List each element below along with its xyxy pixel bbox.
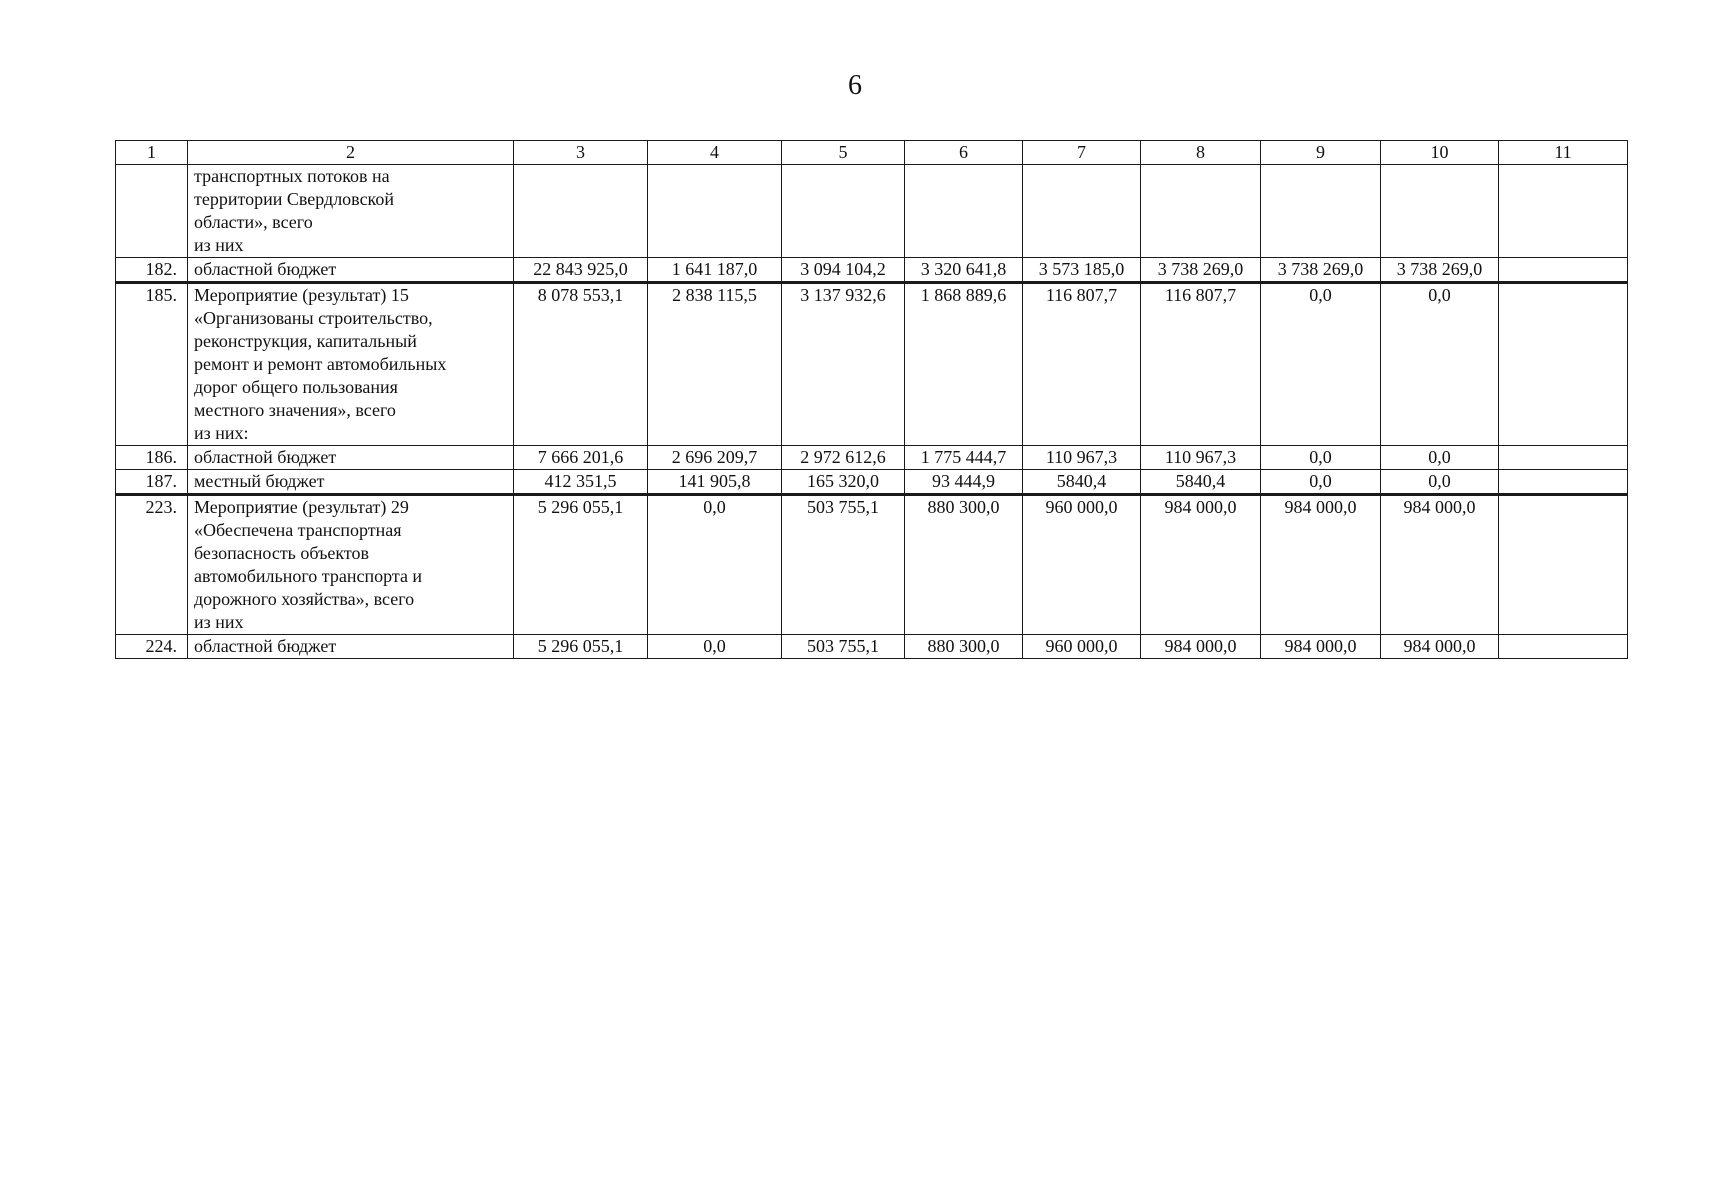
value-cell: 984 000,0 bbox=[1141, 635, 1261, 659]
value-cell: 5840,4 bbox=[1141, 470, 1261, 495]
value-cell: 3 738 269,0 bbox=[1261, 258, 1381, 283]
value-cell: 165 320,0 bbox=[782, 470, 905, 495]
row-number bbox=[116, 165, 188, 258]
column-header: 2 bbox=[188, 141, 514, 165]
value-cell: 0,0 bbox=[648, 495, 782, 635]
header-row bbox=[116, 141, 1628, 165]
value-cell bbox=[782, 165, 905, 258]
value-cell: 3 573 185,0 bbox=[1023, 258, 1141, 283]
row-name-line: Мероприятие (результат) 29 bbox=[194, 497, 409, 517]
row-name-line: транспортных потоков на bbox=[194, 166, 390, 186]
row-name-line: «Обеспечена транспортная bbox=[194, 520, 402, 540]
value-cell bbox=[514, 165, 648, 258]
row-number: 185. bbox=[116, 283, 188, 446]
column-header: 9 bbox=[1261, 141, 1381, 165]
value-cell: 0,0 bbox=[1381, 446, 1499, 470]
value-cell: 984 000,0 bbox=[1261, 495, 1381, 635]
row-name-line: территории Свердловской bbox=[194, 189, 395, 209]
value-cell: 5 296 055,1 bbox=[514, 635, 648, 659]
value-cell: 960 000,0 bbox=[1023, 635, 1141, 659]
row-name-line: дорог общего пользования bbox=[194, 377, 398, 397]
value-cell: 984 000,0 bbox=[1141, 495, 1261, 635]
row-number: 186. bbox=[116, 446, 188, 470]
value-cell: 22 843 925,0 bbox=[514, 258, 648, 283]
row-name bbox=[188, 635, 514, 659]
value-cell: 1 868 889,6 bbox=[905, 283, 1023, 446]
value-cell: 1 775 444,7 bbox=[905, 446, 1023, 470]
value-cell: 0,0 bbox=[648, 635, 782, 659]
column-header: 7 bbox=[1023, 141, 1141, 165]
column-header: 5 bbox=[782, 141, 905, 165]
value-cell: 0,0 bbox=[1261, 446, 1381, 470]
row-name-line: безопасность объектов bbox=[194, 543, 370, 563]
row-name bbox=[188, 495, 514, 635]
value-cell bbox=[1261, 165, 1381, 258]
row-name-line: областной бюджет bbox=[194, 636, 337, 656]
value-cell bbox=[1499, 165, 1628, 258]
value-cell bbox=[648, 165, 782, 258]
value-cell bbox=[1499, 495, 1628, 635]
value-cell: 93 444,9 bbox=[905, 470, 1023, 495]
table-row bbox=[116, 635, 1628, 659]
value-cell: 3 094 104,2 bbox=[782, 258, 905, 283]
value-cell: 503 755,1 bbox=[782, 495, 905, 635]
value-cell: 503 755,1 bbox=[782, 635, 905, 659]
row-name-line: из них bbox=[194, 612, 244, 632]
column-header: 10 bbox=[1381, 141, 1499, 165]
column-header: 6 bbox=[905, 141, 1023, 165]
table-row bbox=[116, 258, 1628, 283]
row-name bbox=[188, 165, 514, 258]
value-cell: 5840,4 bbox=[1023, 470, 1141, 495]
value-cell: 110 967,3 bbox=[1141, 446, 1261, 470]
budget-table bbox=[115, 140, 1628, 659]
column-header: 3 bbox=[514, 141, 648, 165]
row-name bbox=[188, 283, 514, 446]
value-cell: 0,0 bbox=[1261, 283, 1381, 446]
table-row bbox=[116, 283, 1628, 446]
value-cell bbox=[1499, 635, 1628, 659]
row-name-line: из них: bbox=[194, 423, 249, 443]
row-name-line: местный бюджет bbox=[194, 471, 325, 491]
row-name-line: автомобильного транспорта и bbox=[194, 566, 423, 586]
table-row bbox=[116, 470, 1628, 495]
row-number: 223. bbox=[116, 495, 188, 635]
value-cell: 960 000,0 bbox=[1023, 495, 1141, 635]
row-name-line: «Организованы строительство, bbox=[194, 308, 433, 328]
row-name-line: из них bbox=[194, 235, 244, 255]
value-cell: 984 000,0 bbox=[1381, 635, 1499, 659]
value-cell: 412 351,5 bbox=[514, 470, 648, 495]
value-cell bbox=[1499, 258, 1628, 283]
column-header: 4 bbox=[648, 141, 782, 165]
value-cell: 110 967,3 bbox=[1023, 446, 1141, 470]
value-cell bbox=[1023, 165, 1141, 258]
value-cell: 1 641 187,0 bbox=[648, 258, 782, 283]
row-name bbox=[188, 258, 514, 283]
column-header: 11 bbox=[1499, 141, 1628, 165]
table-row bbox=[116, 165, 1628, 258]
row-name-line: областной бюджет bbox=[194, 447, 337, 467]
table-row bbox=[116, 495, 1628, 635]
row-name-line: Мероприятие (результат) 15 bbox=[194, 285, 409, 305]
value-cell: 2 838 115,5 bbox=[648, 283, 782, 446]
value-cell: 2 972 612,6 bbox=[782, 446, 905, 470]
page-number: 6 bbox=[848, 70, 862, 101]
row-name-line: дорожного хозяйства», всего bbox=[194, 589, 415, 609]
value-cell: 880 300,0 bbox=[905, 635, 1023, 659]
value-cell: 880 300,0 bbox=[905, 495, 1023, 635]
table-body bbox=[116, 141, 1628, 659]
column-header: 8 bbox=[1141, 141, 1261, 165]
value-cell bbox=[905, 165, 1023, 258]
row-name-line: областной бюджет bbox=[194, 259, 337, 279]
value-cell: 116 807,7 bbox=[1023, 283, 1141, 446]
row-name-line: местного значения», всего bbox=[194, 400, 396, 420]
row-number: 224. bbox=[116, 635, 188, 659]
value-cell: 2 696 209,7 bbox=[648, 446, 782, 470]
value-cell: 984 000,0 bbox=[1381, 495, 1499, 635]
value-cell bbox=[1381, 165, 1499, 258]
value-cell: 3 320 641,8 bbox=[905, 258, 1023, 283]
row-name-line: ремонт и ремонт автомобильных bbox=[194, 354, 447, 374]
row-name-line: области», всего bbox=[194, 212, 313, 232]
value-cell bbox=[1499, 470, 1628, 495]
value-cell: 8 078 553,1 bbox=[514, 283, 648, 446]
table-row bbox=[116, 446, 1628, 470]
value-cell: 0,0 bbox=[1381, 283, 1499, 446]
value-cell: 3 137 932,6 bbox=[782, 283, 905, 446]
column-header: 1 bbox=[116, 141, 188, 165]
value-cell bbox=[1141, 165, 1261, 258]
value-cell: 7 666 201,6 bbox=[514, 446, 648, 470]
value-cell: 0,0 bbox=[1261, 470, 1381, 495]
value-cell: 5 296 055,1 bbox=[514, 495, 648, 635]
row-number: 182. bbox=[116, 258, 188, 283]
value-cell: 984 000,0 bbox=[1261, 635, 1381, 659]
value-cell: 141 905,8 bbox=[648, 470, 782, 495]
row-name-line: реконструкция, капитальный bbox=[194, 331, 417, 351]
row-number: 187. bbox=[116, 470, 188, 495]
value-cell bbox=[1499, 283, 1628, 446]
value-cell bbox=[1499, 446, 1628, 470]
value-cell: 0,0 bbox=[1381, 470, 1499, 495]
value-cell: 3 738 269,0 bbox=[1141, 258, 1261, 283]
row-name bbox=[188, 470, 514, 495]
row-name bbox=[188, 446, 514, 470]
value-cell: 3 738 269,0 bbox=[1381, 258, 1499, 283]
value-cell: 116 807,7 bbox=[1141, 283, 1261, 446]
